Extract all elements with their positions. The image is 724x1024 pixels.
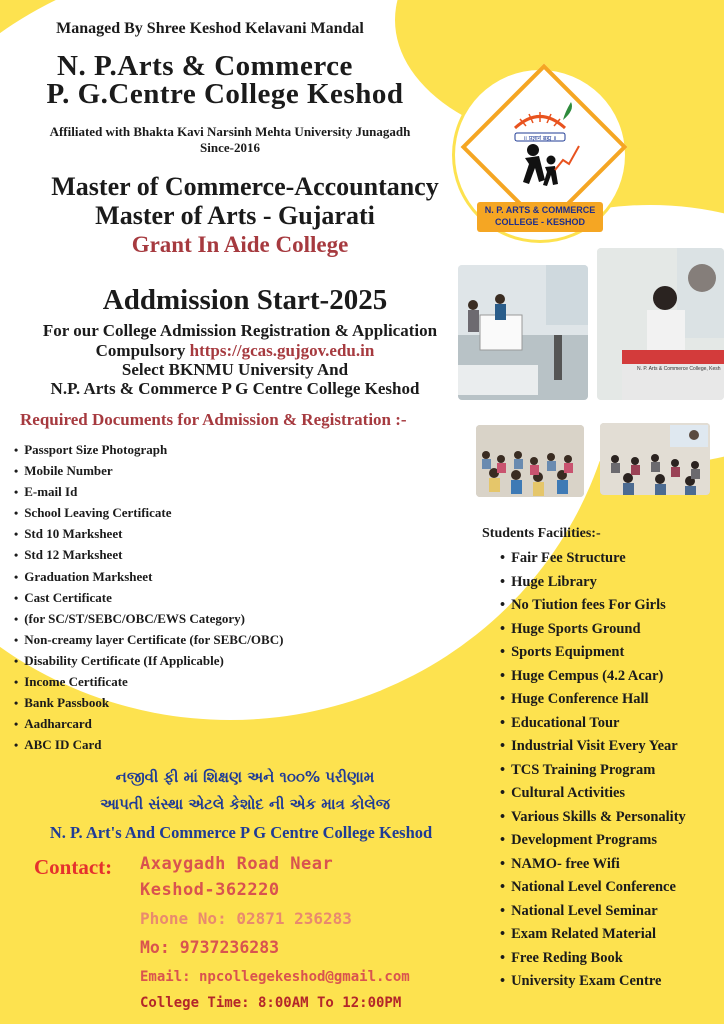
facility-item: • Various Skills & Personality	[500, 806, 686, 830]
logo-figures-icon	[495, 100, 585, 195]
document-item: • Mobile Number	[14, 460, 283, 481]
admission-line1: For our College Admission Registration & Application	[42, 321, 438, 340]
gujarati-slogan-line2: આપતી સંસ્થા એટલે કેશોદ ની એક માત્ર કોલેજ	[100, 795, 390, 813]
facility-item: • Sports Equipment	[500, 641, 686, 665]
college-time: College Time: 8:00AM To 12:00PM	[140, 995, 402, 1011]
photo2-caption: N. P. Arts & Commerce College, Kesh	[637, 366, 721, 372]
logo-motto: ॥ प्रज्ञानं ब्रह्म ॥	[523, 135, 557, 142]
facility-item: • Exam Related Material	[500, 923, 686, 947]
course-commerce: Master of Commerce-Accountancy	[51, 172, 439, 201]
facility-item: • National Level Seminar	[500, 900, 686, 924]
facility-item: • National Level Conference	[500, 876, 686, 900]
facility-item: • Huge Sports Ground	[500, 618, 686, 642]
college-logo	[455, 70, 625, 240]
since-text: Since-2016	[200, 140, 260, 155]
course-arts: Master of Arts - Gujarati	[95, 201, 375, 230]
admission-compulsory: Compulsory	[95, 341, 186, 360]
logo-name-band	[477, 202, 603, 232]
photo-classroom-1	[476, 425, 584, 497]
college-name-line2: P. G.Centre College Keshod	[46, 78, 404, 110]
contact-phone[interactable]: Phone No: 02871 236283	[140, 909, 352, 928]
document-item: • Std 10 Marksheet	[14, 523, 283, 544]
documents-title: Required Documents for Admission & Registration :-	[20, 410, 407, 429]
facility-item-continued: • Development Programs	[500, 829, 686, 853]
facility-item: • Free Reding Book	[500, 947, 686, 971]
document-item: • (for SC/ST/SEBC/OBC/EWS Category)	[14, 608, 283, 629]
document-item: • Disability Certificate (If Applicable)	[14, 650, 283, 671]
photo-classroom-2	[600, 423, 710, 495]
document-item: • Income Certificate	[14, 671, 283, 692]
gujarati-slogan-line1: નજીવી ફી માં શિક્ષણ અને ૧૦૦% પરીણામ	[115, 768, 375, 786]
document-item: • Bank Passbook	[14, 692, 283, 713]
document-item: • Aadharcard	[14, 713, 283, 734]
admission-title: Addmission Start-2025	[102, 284, 388, 316]
footer-college-name: N. P. Art's And Commerce P G Centre College Keshod	[49, 823, 433, 842]
photo-lecture-2	[597, 248, 724, 400]
logo-band-line2: COLLEGE - KESHOD	[494, 217, 585, 227]
facilities-list	[500, 547, 686, 994]
document-item: • Graduation Marksheet	[14, 566, 283, 587]
affiliation-text: Affiliated with Bhakta Kavi Narsinh Mehta University Junagadh	[49, 124, 411, 139]
document-item: • Non-creamy layer Certificate (for SEBC/OBC)	[14, 629, 283, 650]
facility-item: • Huge Library	[500, 571, 686, 595]
contact-address1: Axaygadh Road Near	[140, 854, 334, 874]
college-name-line1: N. P.Arts & Commerce	[57, 50, 353, 82]
contact-email[interactable]: Email: npcollegekeshod@gmail.com	[140, 969, 410, 985]
admission-line2	[0, 341, 470, 361]
facility-item: • Huge Cempus (4.2 Acar)	[500, 665, 686, 689]
facility-item: • No Tiution fees For Girls	[500, 594, 686, 618]
admission-line4: N.P. Arts & Commerce P G Centre College Keshod	[50, 379, 420, 398]
document-item: • ABC ID Card	[14, 734, 283, 755]
contact-mobile[interactable]: Mo: 9737236283	[140, 938, 280, 957]
document-item: • Passport Size Photograph	[14, 439, 283, 460]
facilities-title: Students Facilities:-	[482, 526, 601, 541]
facility-item: • Huge Conference Hall	[500, 688, 686, 712]
facility-item: • Educational Tour	[500, 712, 686, 736]
facility-item: • NAMO- free Wifi	[500, 853, 686, 877]
document-item: • Cast Certificate	[14, 587, 283, 608]
contact-label: Contact:	[34, 855, 113, 879]
document-item: • Std 12 Marksheet	[14, 544, 283, 565]
gcas-link[interactable]: https://gcas.gujgov.edu.in	[189, 341, 375, 360]
facility-item: • Industrial Visit Every Year	[500, 735, 686, 759]
photo-lecture-1	[458, 265, 588, 400]
document-item: • School Leaving Certificate	[14, 502, 283, 523]
facility-item: • University Exam Centre	[500, 970, 686, 994]
facility-item: • Cultural Activities	[500, 782, 686, 806]
document-item: • E-mail Id	[14, 481, 283, 502]
logo-band-line1: N. P. ARTS & COMMERCE	[484, 205, 596, 215]
facility-item: • TCS Training Program	[500, 759, 686, 783]
grant-in-aide-text: Grant In Aide College	[131, 232, 349, 257]
contact-address2: Keshod-362220	[140, 880, 280, 900]
facility-item: • Fair Fee Structure	[500, 547, 686, 571]
managed-by-text: Managed By Shree Keshod Kelavani Mandal	[56, 20, 364, 37]
documents-list	[14, 439, 283, 755]
admission-line3: Select BKNMU University And	[121, 360, 349, 379]
